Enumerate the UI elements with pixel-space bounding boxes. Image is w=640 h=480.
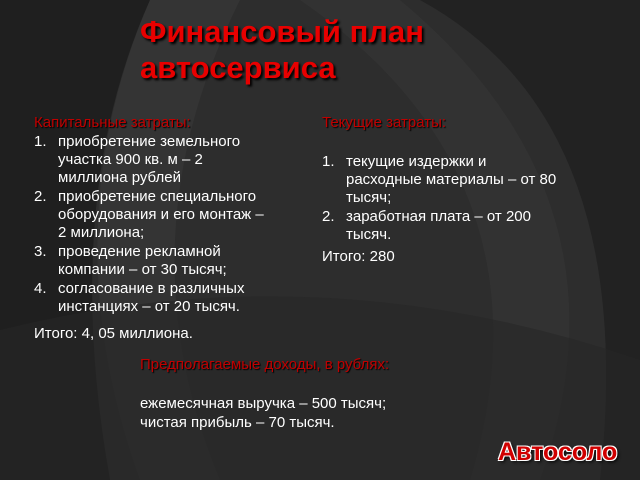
slide-title — [140, 14, 610, 86]
autosolo-logo: Автосоло — [498, 438, 618, 466]
list-item-text: тысяч. — [346, 226, 392, 243]
list-item-text: миллиона рублей — [58, 169, 181, 186]
capital-costs-list — [34, 133, 304, 317]
income-heading: Предполагаемые доходы, в рублях: — [140, 356, 390, 373]
title-line-1: Финансовый план — [140, 14, 424, 49]
list-item-number: 3. — [34, 243, 47, 260]
list-item-number: 2. — [34, 188, 47, 205]
list-item-text: оборудования и его монтаж – — [58, 206, 264, 223]
current-costs-heading: Текущие затраты: — [322, 114, 447, 131]
list-item-text: расходные материалы – от 80 — [346, 171, 557, 188]
list-item — [34, 133, 304, 187]
list-item-text: тысяч; — [346, 189, 392, 206]
list-item — [34, 243, 304, 279]
list-item-number: 1. — [34, 133, 47, 150]
list-item — [34, 280, 304, 316]
current-costs-total: Итого: 280 — [322, 248, 395, 265]
list-item-text: приобретение земельного — [58, 133, 241, 150]
income-line-2: чистая прибыль – 70 тысяч. — [140, 414, 335, 431]
list-item — [322, 153, 612, 207]
capital-costs-heading: Капитальные затраты: — [34, 114, 191, 131]
list-item-number: 1. — [322, 153, 335, 170]
list-item-text: 2 миллиона; — [58, 224, 145, 241]
list-item-text: компании – от 30 тысяч; — [58, 261, 227, 278]
capital-costs-total: Итого: 4, 05 миллиона. — [34, 325, 193, 342]
list-item-text: приобретение специального — [58, 188, 257, 205]
list-item-number: 2. — [322, 208, 335, 225]
list-item-text: заработная плата – от 200 — [346, 208, 531, 225]
list-item-text: участка 900 кв. м – 2 — [58, 151, 203, 168]
list-item — [322, 208, 612, 244]
title-line-2: автосервиса — [140, 50, 336, 85]
income-line-1: ежемесячная выручка – 500 тысяч; — [140, 395, 387, 412]
current-costs-list — [322, 153, 612, 245]
list-item-text: текущие издержки и — [346, 153, 487, 170]
list-item-text: инстанциях – от 20 тысяч. — [58, 298, 240, 315]
list-item-text: проведение рекламной — [58, 243, 221, 260]
list-item-text: согласование в различных — [58, 280, 245, 297]
list-item — [34, 188, 304, 242]
list-item-number: 4. — [34, 280, 47, 297]
